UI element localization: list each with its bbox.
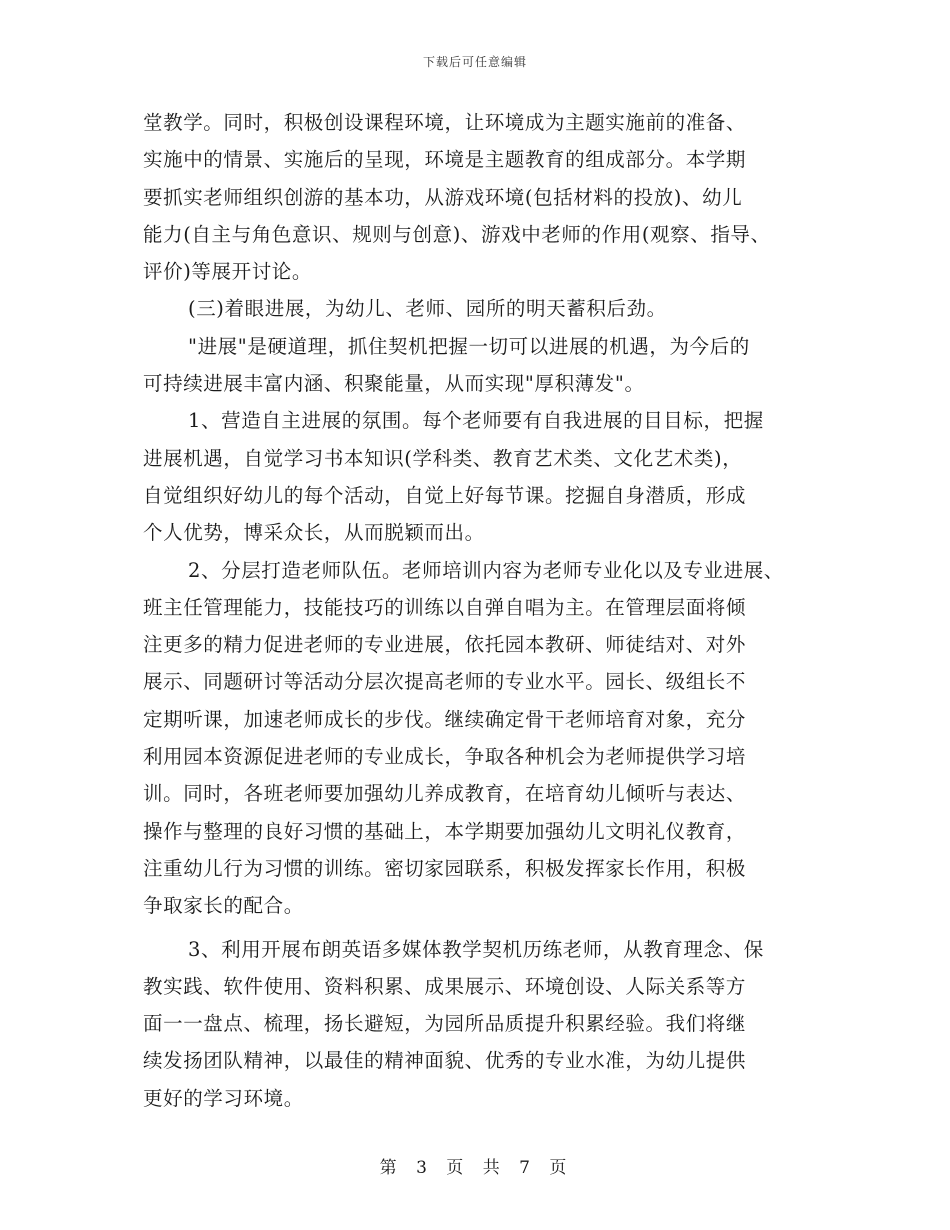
- text-line: 定期听课，加速老师成长的步伐。继续确定骨干老师培育对象，充分: [143, 707, 747, 731]
- text-line: 进展机遇，自觉学习书本知识(学科类、教育艺术类、文化艺术类)，: [143, 446, 743, 470]
- section-heading: (三)着眼进展，为幼儿、老师、园所的明天蓄积后劲。: [188, 297, 667, 321]
- document-body: [143, 104, 823, 1117]
- text-line: 训。同时，各班老师要加强幼儿养成教育，在培育幼儿倾听与表达、: [143, 782, 747, 806]
- text-line: 注重幼儿行为习惯的训练。密切家园联系，积极发挥家长作用，积极: [143, 856, 747, 880]
- text-line: 评价)等展开讨论。: [143, 260, 313, 284]
- text-line: 班主任管理能力，技能技巧的训练以自弹自唱为主。在管理层面将倾: [143, 595, 747, 619]
- text-line: 可持续进展丰富内涵、积聚能量，从而实现"厚积薄发"。: [143, 372, 645, 396]
- text-line: 利用园本资源促进老师的专业成长，争取各种机会为老师提供学习培: [143, 745, 747, 769]
- text-line: 更好的学习环境。: [143, 1086, 304, 1110]
- text-line: 注更多的精力促进老师的专业进展，依托园本教研、师徒结对、对外: [143, 633, 747, 657]
- text-line: 个人优势，博采众长，从而脱颖而出。: [143, 521, 485, 545]
- text-line: 自觉组织好幼儿的每个活动，自觉上好每节课。挖掘自身潜质，形成: [143, 483, 747, 507]
- text-line: "进展"是硬道理，抓住契机把握一切可以进展的机遇，为今后的: [188, 334, 750, 358]
- text-line: 面一一盘点、梳理，扬长避短，为园所品质提升积累经验。我们将继: [143, 1012, 747, 1036]
- text-line: 实施中的情景、实施后的呈现，环境是主题教育的组成部分。本学期: [143, 148, 747, 172]
- text-line: 要抓实老师组织创游的基本功，从游戏环境(包括材料的投放)、幼儿: [143, 185, 743, 209]
- page-number: 第 3 页 共 7 页: [379, 1158, 571, 1178]
- text-line: 展示、同题研讨等活动分层次提高老师的专业水平。园长、级组长不: [143, 670, 747, 694]
- text-line: 能力(自主与角色意识、规则与创意)、游戏中老师的作用(观察、指导、: [143, 222, 771, 246]
- text-line: 1、营造自主进展的氛围。每个老师要有自我进展的目目标，把握: [188, 409, 764, 433]
- text-line: 争取家长的配合。: [143, 894, 304, 918]
- text-line: 3、利用开展布朗英语多媒体教学契机历练老师，从教育理念、保: [188, 937, 764, 961]
- text-line: 教实践、软件使用、资料积累、成果展示、环境创设、人际关系等方: [143, 974, 747, 998]
- text-line: 操作与整理的良好习惯的基础上，本学期要加强幼儿文明礼仪教育，: [143, 819, 747, 843]
- text-line: 2、分层打造老师队伍。老师培训内容为老师专业化以及专业进展、: [188, 558, 784, 582]
- text-line: 续发扬团队精神，以最佳的精神面貌、优秀的专业水准，为幼儿提供: [143, 1049, 747, 1073]
- page-header: 下载后可任意编辑: [422, 55, 527, 69]
- text-line: 堂教学。同时，积极创设课程环境，让环境成为主题实施前的准备、: [143, 111, 747, 134]
